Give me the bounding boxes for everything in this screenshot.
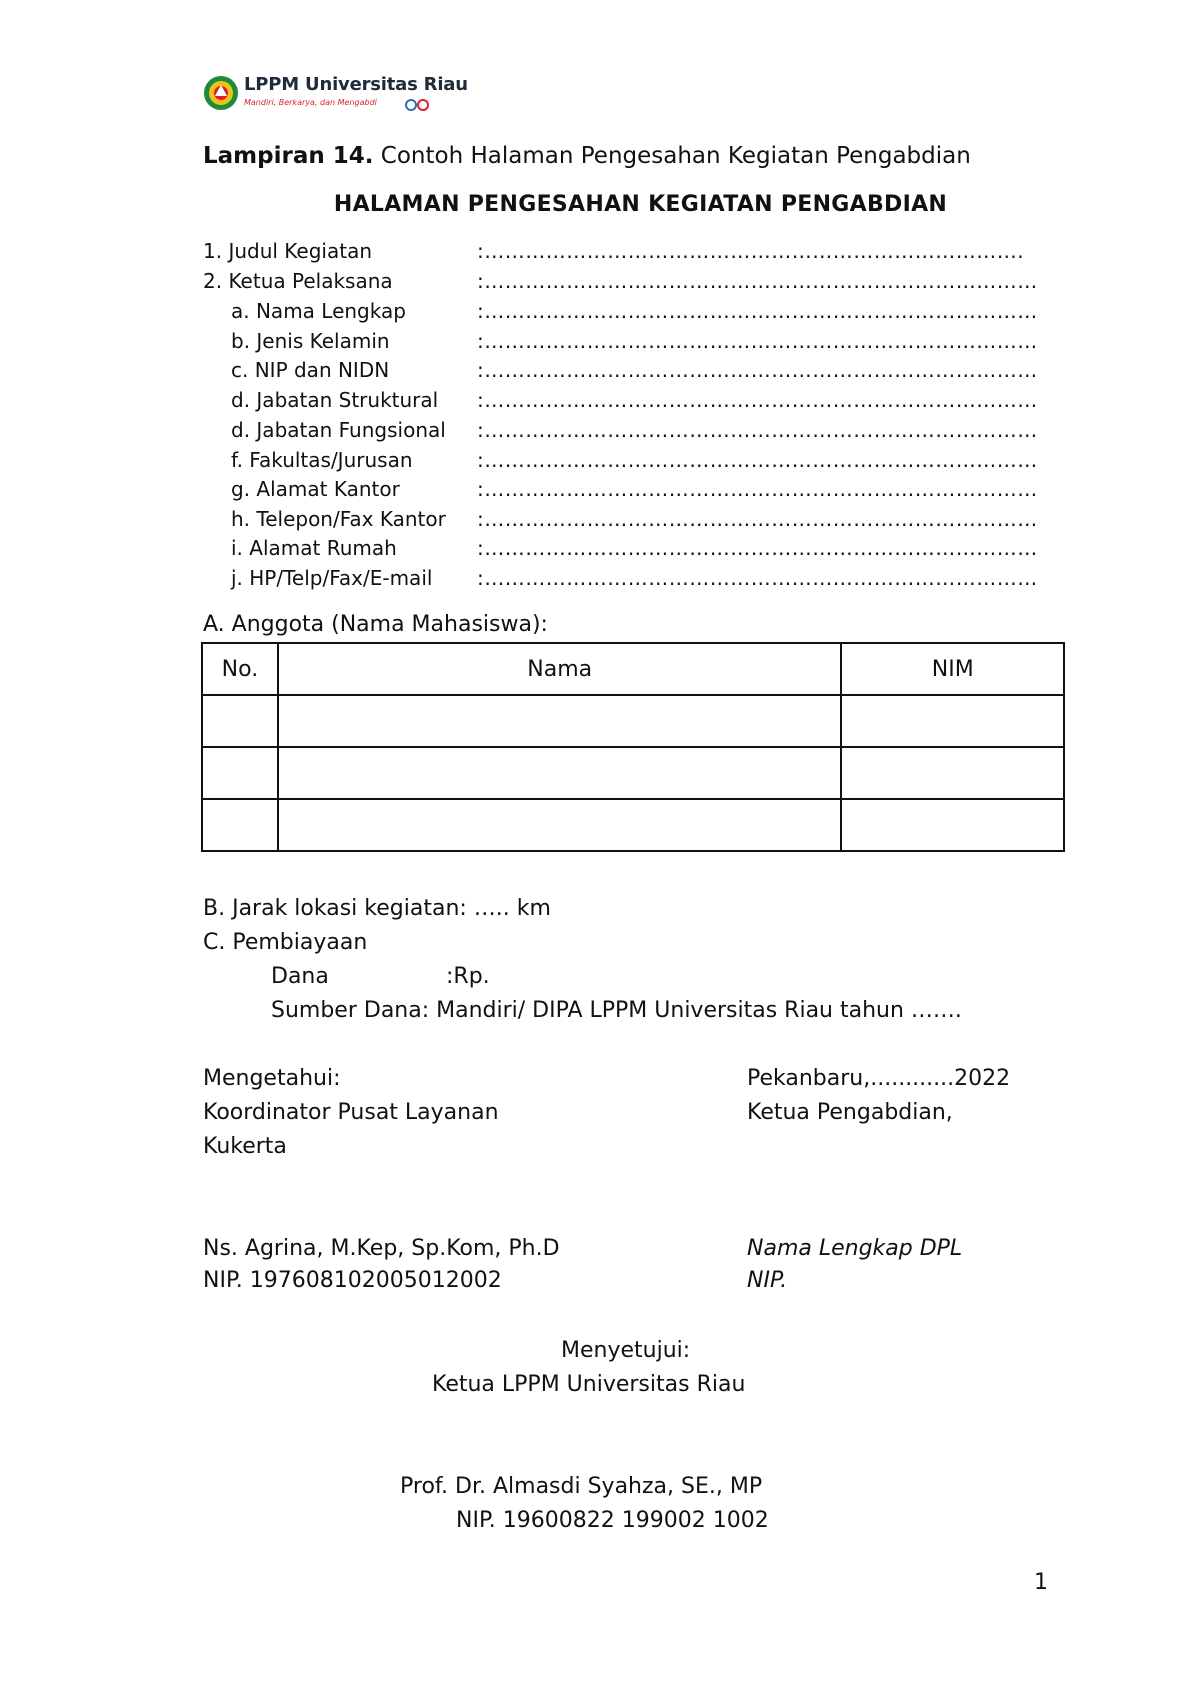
- approval-line2: Ketua LPPM Universitas Riau: [432, 1372, 746, 1397]
- table-row: [202, 747, 1064, 799]
- sumber-dana: Sumber Dana: Mandiri/ DIPA LPPM Universitas Riau tahun …….: [271, 998, 962, 1023]
- field-label-judul: 1. Judul Kegiatan: [203, 239, 373, 263]
- approval-name: Prof. Dr. Almasdi Syahza, SE., MP: [400, 1474, 763, 1499]
- sig-left-line3: Kukerta: [203, 1134, 287, 1159]
- field-label-nama: a. Nama Lengkap: [231, 299, 406, 323]
- field-dots-judul: :…………………………………………………………………….: [477, 239, 1025, 263]
- sig-left-nip: NIP. 197608102005012002: [203, 1268, 502, 1293]
- sig-left-line1: Mengetahui:: [203, 1066, 341, 1091]
- university-emblem-icon: [203, 74, 239, 112]
- page-title: HALAMAN PENGESAHAN KEGIATAN PENGABDIAN: [333, 192, 948, 217]
- sig-left-line2: Koordinator Pusat Layanan: [203, 1100, 499, 1125]
- table-cell[interactable]: [202, 799, 278, 851]
- table-row: [202, 695, 1064, 747]
- sig-right-line2: Ketua Pengabdian,: [747, 1100, 953, 1125]
- approval-line1: Menyetujui:: [561, 1338, 691, 1363]
- sig-right-name: Nama Lengkap DPL: [747, 1236, 963, 1261]
- members-table: [201, 642, 1065, 852]
- field-dots-struktural: :………………………………………………………………………: [477, 388, 1038, 412]
- sig-right-nip: NIP.: [747, 1268, 788, 1293]
- sig-left-name: Ns. Agrina, M.Kep, Sp.Kom, Ph.D: [203, 1236, 560, 1261]
- table-cell[interactable]: [841, 695, 1064, 747]
- lampiran-number: Lampiran 14.: [203, 143, 374, 169]
- field-dots-alamat-rumah: :………………………………………………………………………: [477, 536, 1038, 560]
- field-label-alamat-kantor: g. Alamat Kantor: [231, 477, 400, 501]
- approval-nip: NIP. 19600822 199002 1002: [456, 1508, 769, 1533]
- field-label-fakultas: f. Fakultas/Jurusan: [231, 448, 413, 472]
- field-label-alamat-rumah: i. Alamat Rumah: [231, 536, 397, 560]
- dana-label: Dana: [271, 964, 329, 989]
- field-dots-alamat-kantor: :………………………………………………………………………: [477, 477, 1038, 501]
- lppm-logo: [203, 72, 468, 116]
- header-nim: NIM: [841, 643, 1064, 695]
- table-cell[interactable]: [841, 799, 1064, 851]
- table-cell[interactable]: [278, 747, 842, 799]
- logo-tagline: Mandiri, Berkarya, dan Mengabdi: [244, 98, 377, 107]
- table-cell[interactable]: [202, 695, 278, 747]
- field-label-hp: j. HP/Telp/Fax/E-mail: [231, 566, 433, 590]
- section-a-label: A. Anggota (Nama Mahasiswa):: [203, 612, 548, 637]
- lampiran-heading: [203, 143, 971, 169]
- lampiran-description: Contoh Halaman Pengesahan Kegiatan Pengabdian: [373, 143, 971, 169]
- table-cell[interactable]: [841, 747, 1064, 799]
- field-dots-nama: :………………………………………………………………………: [477, 299, 1038, 323]
- field-label-struktural: d. Jabatan Struktural: [231, 388, 439, 412]
- dana-value: :Rp.: [446, 964, 490, 989]
- table-row: [202, 799, 1064, 851]
- partner-mark-icon: [403, 98, 433, 112]
- table-header-row: [202, 643, 1064, 695]
- field-label-telepon: h. Telepon/Fax Kantor: [231, 507, 446, 531]
- field-dots-fakultas: :………………………………………………………………………: [477, 448, 1038, 472]
- table-cell[interactable]: [278, 695, 842, 747]
- table-cell[interactable]: [202, 747, 278, 799]
- section-c-label: C. Pembiayaan: [203, 930, 368, 955]
- field-dots-hp: :………………………………………………………………………: [477, 566, 1038, 590]
- table-cell[interactable]: [278, 799, 842, 851]
- field-dots-nip: :………………………………………………………………………: [477, 358, 1038, 382]
- field-dots-kelamin: :………………………………………………………………………: [477, 329, 1038, 353]
- header-nama: Nama: [278, 643, 842, 695]
- header-no: No.: [202, 643, 278, 695]
- section-b-distance: B. Jarak lokasi kegiatan: ….. km: [203, 896, 551, 921]
- sig-right-line1: Pekanbaru,............2022: [747, 1066, 1011, 1091]
- logo-title: LPPM Universitas Riau: [244, 74, 468, 95]
- field-dots-ketua: :………………………………………………………………………: [477, 269, 1038, 293]
- field-label-ketua: 2. Ketua Pelaksana: [203, 269, 393, 293]
- field-label-nip: c. NIP dan NIDN: [231, 358, 390, 382]
- field-label-fungsional: d. Jabatan Fungsional: [231, 418, 446, 442]
- page-number: 1: [1034, 1570, 1048, 1595]
- field-dots-telepon: :………………………………………………………………………: [477, 507, 1038, 531]
- field-label-kelamin: b. Jenis Kelamin: [231, 329, 390, 353]
- field-dots-fungsional: :………………………………………………………………………: [477, 418, 1038, 442]
